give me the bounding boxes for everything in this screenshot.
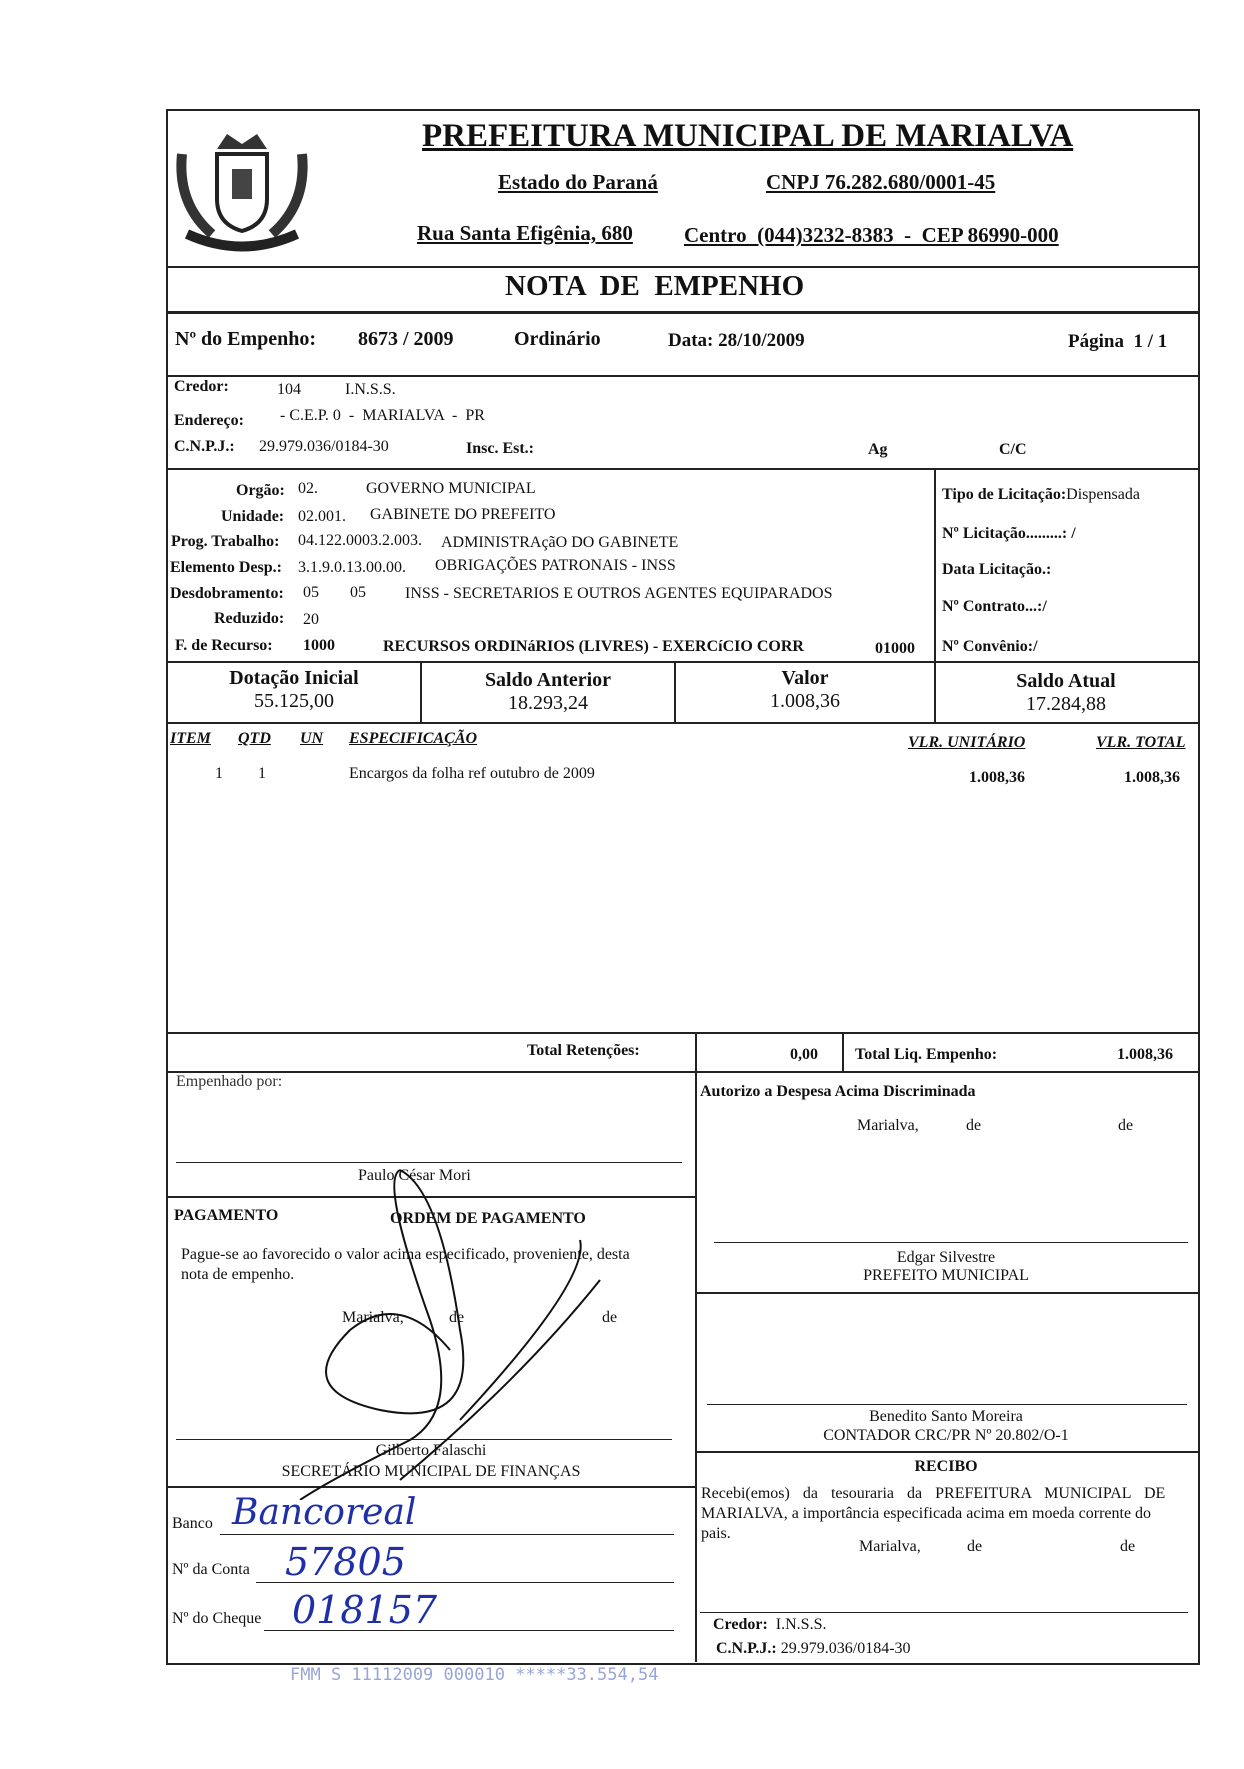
- prog-code: 04.122.0003.2.003.: [298, 532, 422, 549]
- signature-scribble: [250, 1160, 690, 1500]
- col-especificacao: ESPECIFICAÇÃO: [349, 730, 478, 747]
- machine-stamp: FMM S 11112009 000010 *****33.554,54: [290, 1665, 659, 1685]
- numero-contrato: Nº Contrato...:/: [942, 598, 1047, 615]
- document-title: NOTA DE EMPENHO: [505, 270, 805, 302]
- empenho-label: Nº do Empenho:: [175, 328, 317, 350]
- elemento-label: Elemento Desp.:: [170, 559, 282, 576]
- col-vlr-unitario: VLR. UNITÁRIO: [908, 734, 1026, 751]
- autorizo-de2: de: [1118, 1117, 1134, 1134]
- contador-role: CONTADOR CRC/PR Nº 20.802/O-1: [823, 1427, 1069, 1444]
- saldo-anterior-value: 18.293,24: [508, 692, 588, 714]
- saldo-anterior: [422, 669, 674, 715]
- pagamento-city: Marialva,: [342, 1309, 404, 1326]
- autorizo-label: Autorizo a Despesa Acima Discriminada: [700, 1083, 976, 1100]
- recibo-cnpj: [716, 1640, 911, 1658]
- total-liq-value: 1.008,36: [1117, 1046, 1173, 1063]
- banco-label: Banco: [172, 1515, 213, 1532]
- endereco-value: - C.E.P. 0 - MARIALVA - PR: [280, 407, 485, 424]
- recibo-title: RECIBO: [914, 1458, 978, 1475]
- credor-name: I.N.S.S.: [345, 381, 396, 398]
- secretario-role: SECRETÁRIO MUNICIPAL DE FINANÇAS: [281, 1463, 581, 1480]
- page-number: Página 1 / 1: [1068, 331, 1168, 352]
- recibo-credor-label: Credor:: [713, 1616, 768, 1633]
- coat-of-arms-logo: [172, 114, 312, 259]
- unidade-code: 02.001.: [298, 508, 346, 525]
- desdobramento-name: INSS - SECRETARIOS E OUTROS AGENTES EQUIPARADOS: [405, 585, 833, 602]
- prog-name: ADMINISTRAçãO DO GABINETE: [441, 534, 679, 551]
- autorizo-city: Marialva,: [857, 1117, 919, 1134]
- prefeito-name: Edgar Silvestre: [896, 1249, 996, 1266]
- tipo-licitacao-value: Dispensada: [1066, 486, 1140, 503]
- header-contact: Centro (044)3232-8383 - CEP 86990-000: [684, 223, 1059, 247]
- ordem-pagamento-label: ORDEM DE PAGAMENTO: [390, 1210, 586, 1227]
- orgao-name: GOVERNO MUNICIPAL: [366, 480, 536, 497]
- recibo-cnpj-label: C.N.P.J.:: [716, 1640, 777, 1657]
- numero-licitacao: Nº Licitação.........: /: [942, 525, 1076, 542]
- row-vlr-unitario: 1.008,36: [969, 769, 1025, 786]
- header-cnpj: CNPJ 76.282.680/0001-45: [766, 170, 996, 194]
- credor-code: 104: [277, 381, 301, 398]
- cc-label: C/C: [999, 441, 1027, 458]
- saldo-atual: [936, 670, 1196, 716]
- empenhado-name: Paulo César Mori: [358, 1167, 471, 1184]
- conta-label: Nº da Conta: [172, 1561, 250, 1578]
- col-vlr-total: VLR. TOTAL: [1096, 734, 1186, 751]
- credor-cnpj-label: C.N.P.J.:: [174, 438, 235, 455]
- valor-value: 1.008,36: [770, 690, 840, 712]
- tipo-licitacao: [942, 486, 1140, 504]
- tipo-licitacao-label: Tipo de Licitação:: [942, 486, 1067, 503]
- header-state: Estado do Paraná: [498, 170, 658, 194]
- conta-value: 57805: [285, 1540, 406, 1584]
- recibo-de2: de: [1120, 1538, 1136, 1555]
- total-retencoes-label: Total Retenções:: [527, 1042, 640, 1059]
- recibo-text-2: MARIALVA, a importância especificada acima em moeda corrente do: [701, 1505, 1152, 1522]
- empenho-type: Ordinário: [514, 328, 601, 350]
- col-qtd: QTD: [238, 730, 271, 747]
- desdobramento-b: 05: [350, 584, 366, 601]
- row-qtd: 1: [258, 765, 266, 782]
- unidade-label: Unidade:: [221, 508, 285, 525]
- orgao-label: Orgão:: [236, 482, 285, 499]
- prefeito-role: PREFEITO MUNICIPAL: [863, 1267, 1029, 1284]
- recibo-de1: de: [967, 1538, 983, 1555]
- saldo-anterior-label: Saldo Anterior: [484, 669, 612, 691]
- numero-convenio: Nº Convênio:/: [942, 638, 1038, 655]
- recurso-number: 01000: [875, 640, 915, 657]
- col-item: ITEM: [170, 730, 211, 747]
- autorizo-de1: de: [966, 1117, 982, 1134]
- recibo-city: Marialva,: [859, 1538, 921, 1555]
- recurso-name: RECURSOS ORDINáRIOS (LIVRES) - EXERCíCIO CORR: [383, 638, 804, 655]
- header-title: PREFEITURA MUNICIPAL DE MARIALVA: [422, 118, 1074, 154]
- prog-label: Prog. Trabalho:: [171, 533, 280, 550]
- cheque-label: Nº do Cheque: [172, 1610, 262, 1627]
- saldo-atual-value: 17.284,88: [1026, 693, 1106, 715]
- header-address: Rua Santa Efigênia, 680: [417, 221, 633, 245]
- empenho-number: 8673 / 2009: [358, 328, 454, 350]
- recurso-code: 1000: [303, 637, 335, 654]
- banco-value: Bancoreal: [232, 1492, 417, 1533]
- pagamento-text-2: nota de empenho.: [181, 1266, 295, 1283]
- reduzido-label: Reduzido:: [214, 610, 285, 627]
- empenho-date: Data: 28/10/2009: [668, 330, 805, 351]
- total-retencoes-value: 0,00: [790, 1046, 818, 1063]
- dotacao-inicial-value: 55.125,00: [254, 690, 334, 712]
- recibo-credor: [713, 1616, 826, 1634]
- row-item: 1: [215, 765, 223, 782]
- insc-est-label: Insc. Est.:: [466, 440, 535, 457]
- recibo-credor-value: I.N.S.S.: [775, 1616, 827, 1633]
- recibo-text-3: pais.: [701, 1525, 731, 1542]
- pagamento-text-1: Pague-se ao favorecido o valor acima especificado, proveniente, desta: [181, 1246, 630, 1263]
- pagamento-de2: de: [602, 1309, 618, 1326]
- valor-label: Valor: [781, 667, 829, 689]
- credor-label: Credor:: [174, 378, 229, 395]
- reduzido-value: 20: [303, 611, 319, 628]
- recibo-cnpj-value: 29.979.036/0184-30: [780, 1640, 911, 1657]
- elemento-code: 3.1.9.0.13.00.00.: [298, 559, 406, 576]
- ag-label: Ag: [868, 441, 888, 458]
- pagamento-de1: de: [449, 1309, 465, 1326]
- valor: [676, 667, 934, 713]
- elemento-name: OBRIGAÇÕES PATRONAIS - INSS: [435, 557, 676, 574]
- cheque-value: 018157: [292, 1588, 438, 1632]
- saldo-atual-label: Saldo Atual: [1016, 670, 1116, 692]
- data-licitacao: Data Licitação.:: [942, 561, 1052, 578]
- desdobramento-a: 05: [303, 584, 319, 601]
- credor-cnpj: 29.979.036/0184-30: [259, 438, 389, 455]
- col-un: UN: [300, 730, 324, 747]
- empenhado-label: Empenhado por:: [176, 1073, 283, 1090]
- recurso-label: F. de Recurso:: [175, 637, 273, 654]
- recibo-text-1: Recebi(emos) da tesouraria da PREFEITURA MUNICIPAL DE: [701, 1485, 1166, 1502]
- unidade-name: GABINETE DO PREFEITO: [370, 506, 556, 523]
- row-especificacao: Encargos da folha ref outubro de 2009: [349, 765, 595, 782]
- contador-name: Benedito Santo Moreira: [869, 1408, 1023, 1425]
- secretario-name: Gilberto Falaschi: [375, 1442, 487, 1459]
- total-liq-label: Total Liq. Empenho:: [855, 1046, 998, 1063]
- orgao-code: 02.: [298, 480, 318, 497]
- dotacao-inicial-label: Dotação Inicial: [229, 667, 359, 689]
- pagamento-label: PAGAMENTO: [174, 1207, 279, 1224]
- desdobramento-label: Desdobramento:: [170, 585, 284, 602]
- dotacao-inicial: [168, 667, 420, 713]
- endereco-label: Endereço:: [174, 412, 244, 429]
- row-vlr-total: 1.008,36: [1124, 769, 1180, 786]
